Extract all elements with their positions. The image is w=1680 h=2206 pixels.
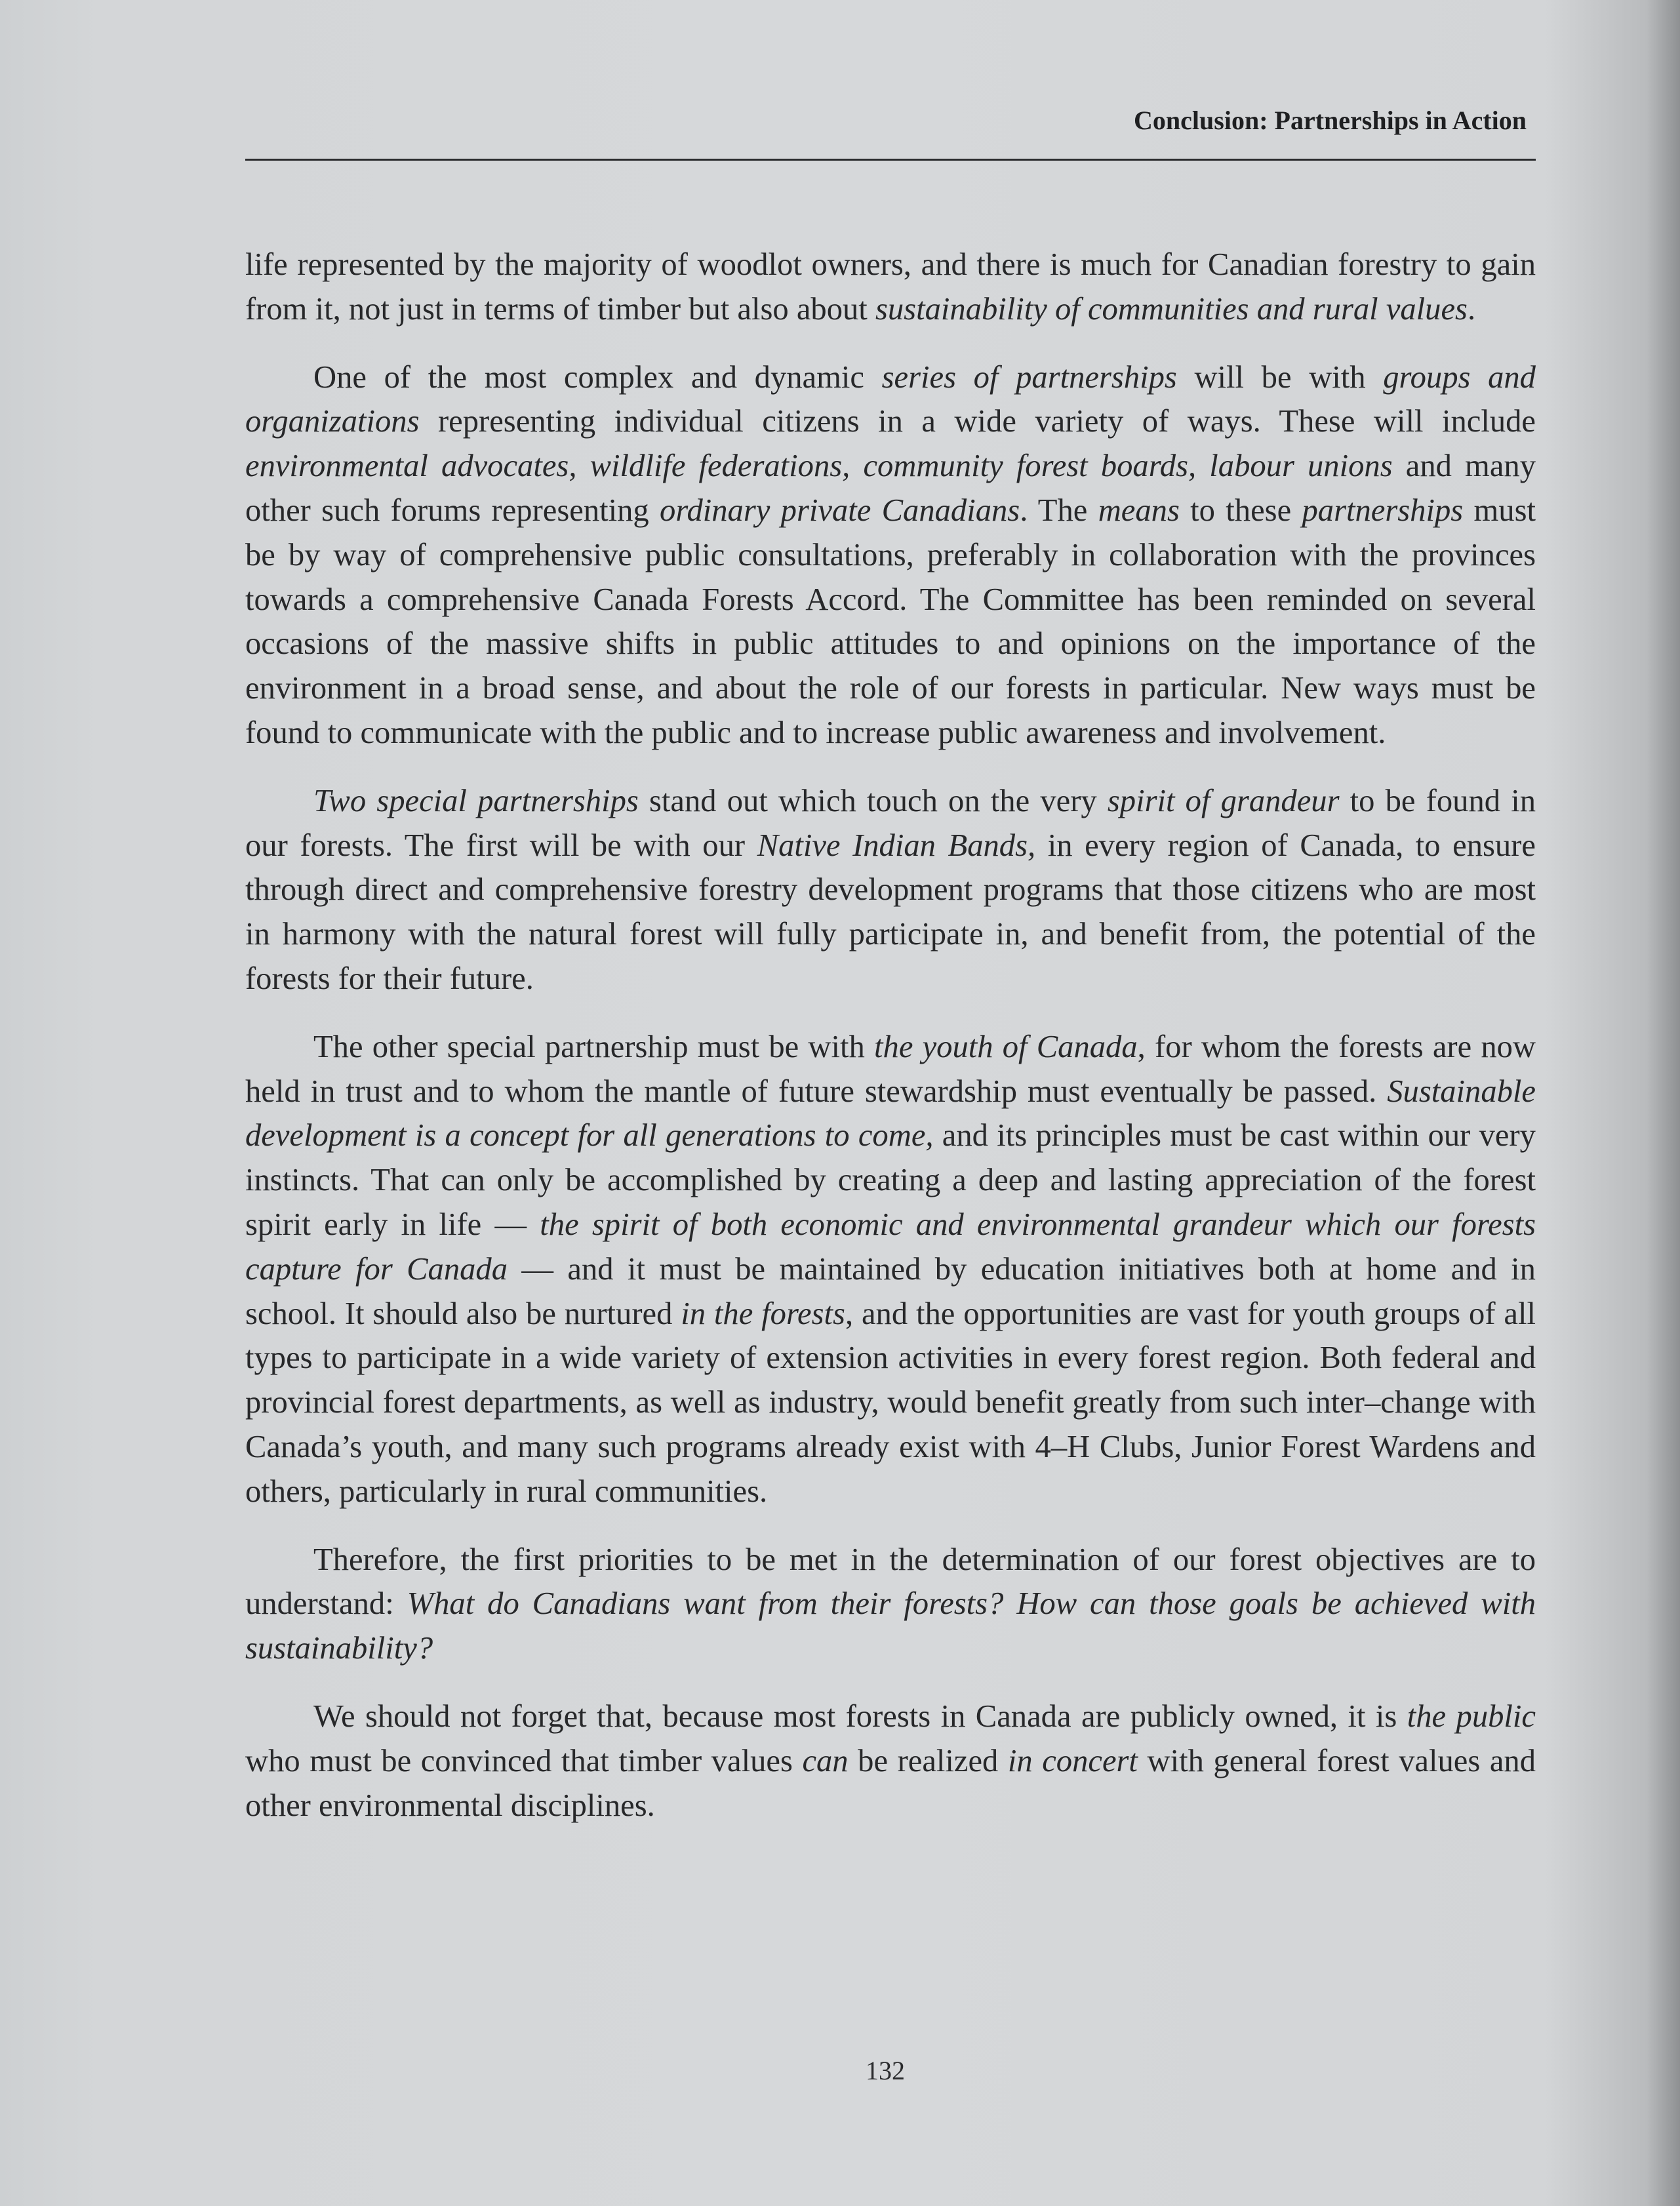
text-run: and many other such forums representing xyxy=(245,448,1536,528)
italic-text-run: partnerships xyxy=(1302,492,1464,528)
italic-text-run: the youth of Canada xyxy=(874,1028,1138,1064)
italic-text-run: in concert xyxy=(1007,1742,1138,1778)
italic-text-run: groups and organizations xyxy=(245,359,1536,439)
italic-text-run: What do Canadians want from their forests? How can those goals be achieved with sustainability? xyxy=(245,1586,1536,1666)
text-run: will be with xyxy=(1176,359,1384,395)
italic-text-run: the public xyxy=(1407,1698,1536,1734)
text-run: Therefore, the first priorities to be met in the determination of our forest objectives are to understand: xyxy=(245,1541,1536,1622)
paragraph xyxy=(245,1025,1536,1514)
text-run: with general forest values and other environmental disciplines. xyxy=(245,1742,1536,1823)
text-run: be realized xyxy=(848,1742,1008,1778)
text-run: to be found in our forests. The first will be with our xyxy=(245,782,1536,863)
text-run: and its principles must be cast within our very instincts. That can only be accomplished by creating a deep and lasting appreciation of the forest spirit early in life — xyxy=(245,1117,1536,1242)
italic-text-run: can xyxy=(802,1742,849,1778)
text-run: must be by way of comprehensive public consultations, preferably in collaboration with the provinces towards a comprehensive Canada Forests Accord. The Committee has been reminded on several occasions of the massive shifts in public attitudes to and opinions on the importance of the environment in a broad sense, and about the role of our forests in particular. New ways must be found to communicate with the public and to increase public awareness and involvement. xyxy=(245,492,1536,750)
text-run: , and the opportunities are vast for youth groups of all types to participate in a wide variety of extension activities in every forest region. Both federal and provincial forest departments, as well as industry, would benefit greatly from such inter–change with Canada’s youth, and many such programs already exist with 4–H Clubs, Junior Forest Wardens and others, particularly in rural communities. xyxy=(245,1295,1536,1509)
text-run: We should not forget that, because most forests in Canada are publicly owned, it is xyxy=(313,1698,1407,1734)
text-run: . The xyxy=(1020,492,1098,528)
italic-text-run: ordinary private Canadians xyxy=(660,492,1020,528)
text-run: , for whom the forests are now held in trust and to whom the mantle of future stewardship must eventually be passed. xyxy=(245,1028,1536,1109)
page-number: 132 xyxy=(866,2056,905,2085)
italic-text-run: sustainability of communities and rural values xyxy=(875,291,1468,327)
paragraph xyxy=(245,243,1536,332)
italic-text-run: means xyxy=(1098,492,1180,528)
header-rule xyxy=(245,159,1536,161)
italic-text-run: Native Indian Bands, xyxy=(757,827,1036,863)
paragraph xyxy=(245,1538,1536,1671)
italic-text-run: series of partnerships xyxy=(881,359,1177,395)
text-run: life represented by the majority of woodlot owners, and there is much for Canadian forestry to gain from it, not just in terms of timber but also about xyxy=(245,247,1536,327)
text-run: stand out which touch on the very xyxy=(638,782,1108,818)
body-text xyxy=(245,243,1536,1851)
text-run: to these xyxy=(1179,492,1302,528)
italic-text-run: Two special partnerships xyxy=(313,782,639,818)
running-header xyxy=(245,98,1536,161)
paragraph xyxy=(245,1695,1536,1828)
text-run: — and it must be maintained by education initiatives both at home and in school. It should also be nurtured xyxy=(245,1251,1536,1331)
paragraph xyxy=(245,355,1536,755)
text-run: who must be convinced that timber values xyxy=(245,1742,803,1778)
text-run: in every region of Canada, to ensure through direct and comprehensive forestry development programs that those citizens who are most in harmony with the natural forest will fully participate in, and benefit from, the potential of the forests for their future. xyxy=(245,827,1536,996)
text-run: The other special partnership must be with xyxy=(313,1028,875,1064)
italic-text-run: in the forests xyxy=(681,1295,845,1331)
italic-text-run: Sustainable development is a concept for all generations to come, xyxy=(245,1073,1536,1153)
italic-text-run: spirit of grandeur xyxy=(1107,782,1340,818)
paragraph xyxy=(245,779,1536,1001)
running-header-title: Conclusion: Partnerships in Action xyxy=(1134,106,1527,135)
text-run: One of the most complex and dynamic xyxy=(313,359,882,395)
text-run: representing individual citizens in a wide variety of ways. These will include xyxy=(419,403,1536,439)
italic-text-run: environmental advocates, wildlife federations, community forest boards, labour unions xyxy=(245,448,1393,484)
text-run: . xyxy=(1467,291,1476,327)
italic-text-run: the spirit of both economic and environmental grandeur which our forests capture for Canada xyxy=(245,1206,1536,1287)
